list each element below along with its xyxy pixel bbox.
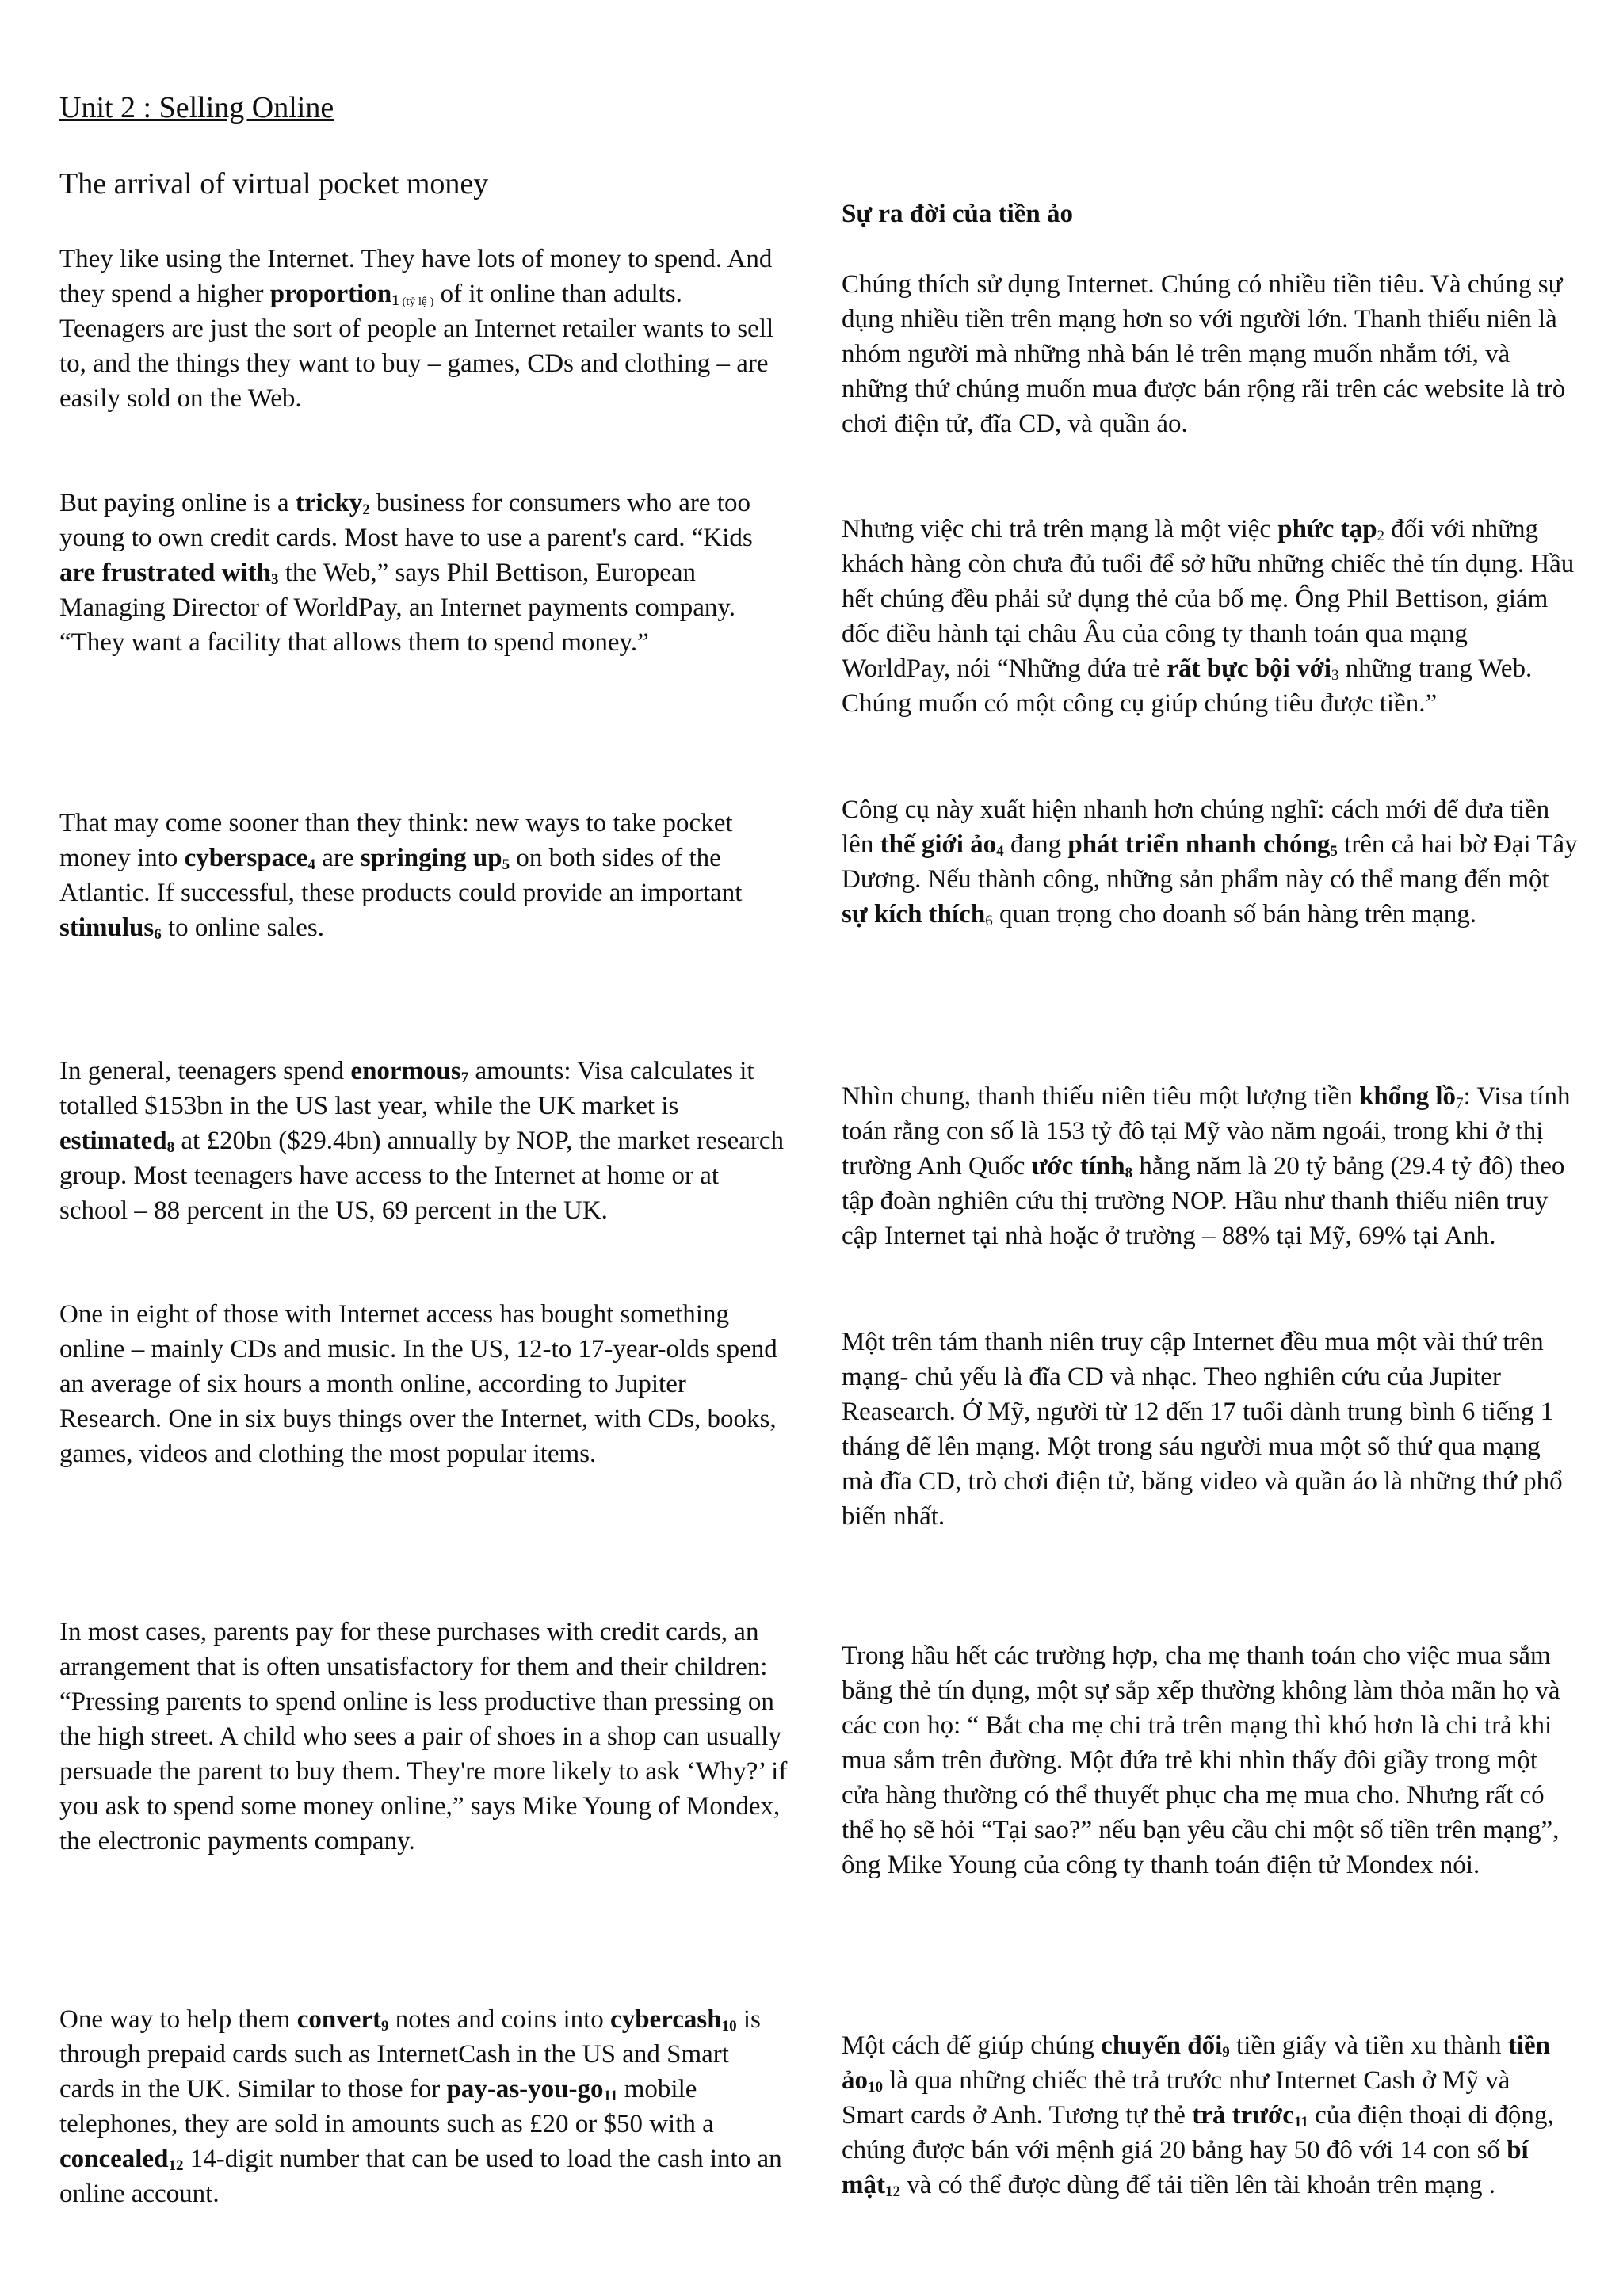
vi-p7-text-e: và có thể được dùng để tải tiền lên tài khoản trên mạng .: [899, 2171, 1496, 2199]
en-p1-gloss: (tỷ lệ ): [399, 296, 434, 308]
en-p3-keyword-2: springing up: [360, 844, 502, 872]
en-p4-note-1: 7: [460, 1070, 469, 1086]
en-p7-note-1: 9: [380, 2018, 389, 2035]
vi-p3-note-2: 5: [1330, 843, 1338, 860]
en-p7-text-c: is through prepaid cards such as InternetCash in the US and Smart cards in the UK. Similar to those for: [59, 2005, 761, 2103]
en-p2-keyword-2: are frustrated with: [59, 559, 271, 587]
vi-p2-keyword-2: rất bực bội với: [1167, 654, 1332, 683]
en-p4-keyword-2: estimated: [59, 1127, 167, 1155]
en-p3-text-b: are: [315, 844, 361, 872]
en-p3-note-2: 5: [502, 856, 510, 873]
vi-p4-note-2: 8: [1125, 1165, 1133, 1181]
vi-p4-keyword-1: khổng lồ: [1359, 1082, 1457, 1111]
vi-p2-text-a: Nhưng việc chi trả trên mạng là một việc: [842, 515, 1278, 543]
en-p7-keyword-1: convert: [296, 2005, 381, 2034]
en-p1-text-a: They like using the Internet. They have lots of money to spend. And they spend a higher: [59, 245, 773, 308]
vi-p2-note-1: 2: [1377, 528, 1385, 544]
en-p3-note-1: 4: [307, 856, 315, 873]
vi-p3-text-c: trên cả hai bờ Đại Tây Dương. Nếu thành công, những sản phẩm này có thể mang đến một: [842, 830, 1578, 894]
vi-p2-note-2: 3: [1331, 667, 1339, 684]
en-p7-text-e: 14-digit number that can be used to load the cash into an online account.: [59, 2145, 782, 2208]
vi-paragraph-3: [842, 792, 1579, 932]
vi-p3-note-1: 4: [996, 843, 1004, 860]
en-p1-keyword-1: proportion: [269, 280, 392, 308]
en-p7-keyword-4: concealed: [59, 2145, 169, 2173]
en-p3-keyword-3: stimulus: [59, 913, 155, 942]
en-paragraph-6: In most cases, parents pay for these purchases with credit cards, an arrangement that is often unsatisfactory for them and their children: “Pressing parents to spend online is less productive than pressing on the high street. A child who sees a pair of shoes in a shop can usually persuade the parent to buy them. They're more likely to ask ‘Why?’ if you ask to spend some money online,” says Mike Young of Mondex, the electronic payments company.: [59, 1618, 788, 1855]
vi-paragraph-1: Chúng thích sử dụng Internet. Chúng có nhiều tiền tiêu. Và chúng sự dụng nhiều tiền trên mạng hơn so với người lớn. Thanh thiếu niên là nhóm người mà những nhà bán lẻ trên mạng muốn nhắm tới, và những thứ chúng muốn mua được bán rộng rãi trên các website là trò chơi điện tử, đĩa CD, và quần áo.: [842, 270, 1566, 438]
en-paragraph-5: One in eight of those with Internet access has bought something online – mainly CDs and music. In the US, 12-to 17-year-olds spend an average of six hours a month online, according to Jupiter Research. One in six buys things over the Internet, with CDs, books, games, videos and clothing the most popular items.: [59, 1300, 777, 1468]
vi-p3-keyword-2: phát triển nhanh chóng: [1067, 830, 1331, 859]
vi-p7-note-2: 10: [868, 2079, 883, 2096]
en-p1-note-1: 1: [391, 292, 399, 309]
en-paragraph-2: [59, 486, 789, 660]
vi-p3-text-d: quan trọng cho doanh số bán hàng trên mạng.: [992, 900, 1477, 929]
vi-p2-keyword-1: phức tạp: [1277, 515, 1377, 543]
en-p3-keyword-1: cyberspace: [184, 844, 308, 872]
en-p7-note-4: 12: [168, 2157, 184, 2174]
vi-paragraph-7: [842, 2028, 1579, 2203]
vi-p7-keyword-3: trả trước: [1192, 2101, 1294, 2130]
en-p2-text-c: the Web,” says Phil Bettison, European Managing Director of WorldPay, an Internet payments company. “They want a facility that allows them to spend money.”: [59, 559, 735, 657]
en-p4-text-a: In general, teenagers spend: [59, 1057, 351, 1085]
unit-title: Unit 2 : Selling Online: [59, 91, 334, 124]
en-p7-keyword-2: cybercash: [610, 2005, 722, 2034]
vi-article-title: [842, 196, 1579, 231]
vi-p7-note-3: 11: [1293, 2114, 1308, 2130]
vi-p7-text-d: của điện thoại di động, chúng được bán với mệnh giá 20 bảng hay 50 đô với 14 con số: [842, 2101, 1554, 2164]
vi-p7-text-c: là qua những chiếc thẻ trả trước như Internet Cash ở Mỹ và Smart cards ở Anh. Tương tự thẻ: [842, 2066, 1510, 2130]
en-p4-text-b: amounts: Visa calculates it totalled $153bn in the US last year, while the UK market is: [59, 1057, 754, 1120]
vi-p2-text-c: những trang Web. Chúng muốn có một công cụ giúp chúng tiêu được tiền.”: [842, 654, 1533, 718]
vi-p7-note-4: 12: [884, 2183, 900, 2200]
en-p3-text-c: on both sides of the Atlantic. If successful, these products could provide an important: [59, 844, 743, 907]
vi-p7-text-a: Một cách để giúp chúng: [842, 2031, 1102, 2060]
vi-p3-keyword-3: sự kích thích: [842, 900, 986, 929]
en-paragraph-1: [59, 242, 789, 416]
en-p7-note-2: 10: [721, 2018, 737, 2035]
en-paragraph-3: [59, 806, 789, 945]
vi-paragraph-6: Trong hầu hết các trường hợp, cha mẹ thanh toán cho việc mua sắm bằng thẻ tín dụng, một sự sắp xếp thường không làm thỏa mãn họ và các con họ: “ Bắt cha mẹ chi trả trên mạng thì khó hơn là chi trả khi mua sắm trên đường. Một đứa trẻ khi nhìn thấy đôi giầy trong một cửa hàng thường có thể thuyết phục cha mẹ mua cho. Nhưng rất có thể họ sẽ hỏi “Tại sao?” nếu bạn yêu cầu chi một số tiền trên mạng”, ông Mike Young của công ty thanh toán điện tử Mondex nói.: [842, 1642, 1560, 1879]
vi-p2-text-b: đối với những khách hàng còn chưa đủ tuổi để sở hữu những chiếc thẻ tín dụng. Hầu hết chúng đều phải sử dụng thẻ của bố mẹ. Ông Phil Bettison, giám đốc điều hành tại châu Âu của công ty thanh toán qua mạng WorldPay, nói “Những đứa trẻ: [842, 515, 1575, 683]
vi-p4-note-1: 7: [1456, 1095, 1464, 1112]
en-p1-text-b: of it online than adults. Teenagers are just the sort of people an Internet retailer wants to sell to, and the things they want to buy – games, CDs and clothing – are easily sold on the Web.: [59, 280, 774, 413]
vi-p3-keyword-1: thế giới ảo: [880, 830, 997, 859]
vi-p7-note-1: 9: [1222, 2044, 1230, 2061]
vi-paragraph-2: [842, 512, 1579, 721]
vi-p3-note-3: 6: [985, 913, 993, 929]
en-p3-note-3: 6: [154, 926, 162, 943]
vi-p7-keyword-1: chuyển đổi: [1101, 2031, 1223, 2060]
en-p2-text-b: business for consumers who are too young to own credit cards. Most have to use a parent's card. “Kids: [59, 489, 753, 552]
en-p4-text-c: at £20bn ($29.4bn) annually by NOP, the market research group. Most teenagers have access to the Internet at home or at school – 88 percent in the US, 69 percent in the UK.: [59, 1127, 785, 1225]
en-p7-keyword-3: pay-as-you-go: [446, 2075, 604, 2103]
vi-paragraph-4: [842, 1079, 1579, 1253]
en-p7-note-3: 11: [603, 2088, 618, 2104]
vi-p3-text-a: Công cụ này xuất hiện nhanh hơn chúng nghĩ: cách mới để đưa tiền lên: [842, 795, 1550, 859]
vi-p4-text-b: : Visa tính toán rằng con số là 153 tỷ đô tại Mỹ vào năm ngoái, trong khi ở thị trường Anh Quốc: [842, 1082, 1571, 1180]
article-title: The arrival of virtual pocket money: [59, 167, 489, 200]
vi-p4-text-a: Nhìn chung, thanh thiếu niên tiêu một lượng tiền: [842, 1082, 1360, 1111]
en-p7-text-a: One way to help them: [59, 2005, 297, 2034]
en-paragraph-4: [59, 1054, 789, 1228]
en-p4-keyword-1: enormous: [350, 1057, 461, 1085]
vi-title-text: Sự ra đời của tiền ảo: [842, 200, 1074, 228]
vi-p4-text-c: hằng năm là 20 tỷ bảng (29.4 tỷ đô) theo tập đoàn nghiên cứu thị trường NOP. Hầu như thanh thiếu niên truy cập Internet tại nhà hoặc ở trường – 88% tại Mỹ, 69% tại Anh.: [842, 1152, 1565, 1250]
vi-p7-text-b: tiền giấy và tiền xu thành: [1229, 2031, 1508, 2060]
en-p3-text-d: to online sales.: [161, 913, 325, 942]
en-paragraph-7: [59, 2002, 789, 2211]
en-p2-note-2: 3: [271, 571, 279, 588]
en-p4-note-2: 8: [166, 1139, 175, 1156]
en-p2-text-a: But paying online is a: [59, 489, 296, 517]
vi-p7-keyword-2: tiền ảo: [842, 2031, 1550, 2095]
en-p3-text-a: That may come sooner than they think: new ways to take pocket money into: [59, 809, 733, 872]
vi-paragraph-5: Một trên tám thanh niên truy cập Internet đều mua một vài thứ trên mạng- chủ yếu là đĩa CD và nhạc. Theo nghiên cứu của Jupiter Reasearch. Ở Mỹ, người từ 12 đến 17 tuổi dành trung bình 6 tiếng 1 tháng để lên mạng. Một trong sáu người mua một số thứ qua mạng mà đĩa CD, trò chơi điện tử, băng video và quần áo là những thứ phổ biến nhất.: [842, 1328, 1563, 1531]
en-p2-note-1: 2: [362, 502, 370, 518]
en-p2-keyword-1: tricky: [295, 489, 363, 517]
vi-p4-keyword-2: ước tính: [1031, 1152, 1125, 1180]
en-p7-text-d: mobile telephones, they are sold in amounts such as £20 or $50 with a: [59, 2075, 714, 2138]
vi-p3-text-b: đang: [1003, 830, 1068, 859]
en-p7-text-b: notes and coins into: [388, 2005, 611, 2034]
vi-p7-keyword-4: bí mật: [842, 2136, 1529, 2199]
